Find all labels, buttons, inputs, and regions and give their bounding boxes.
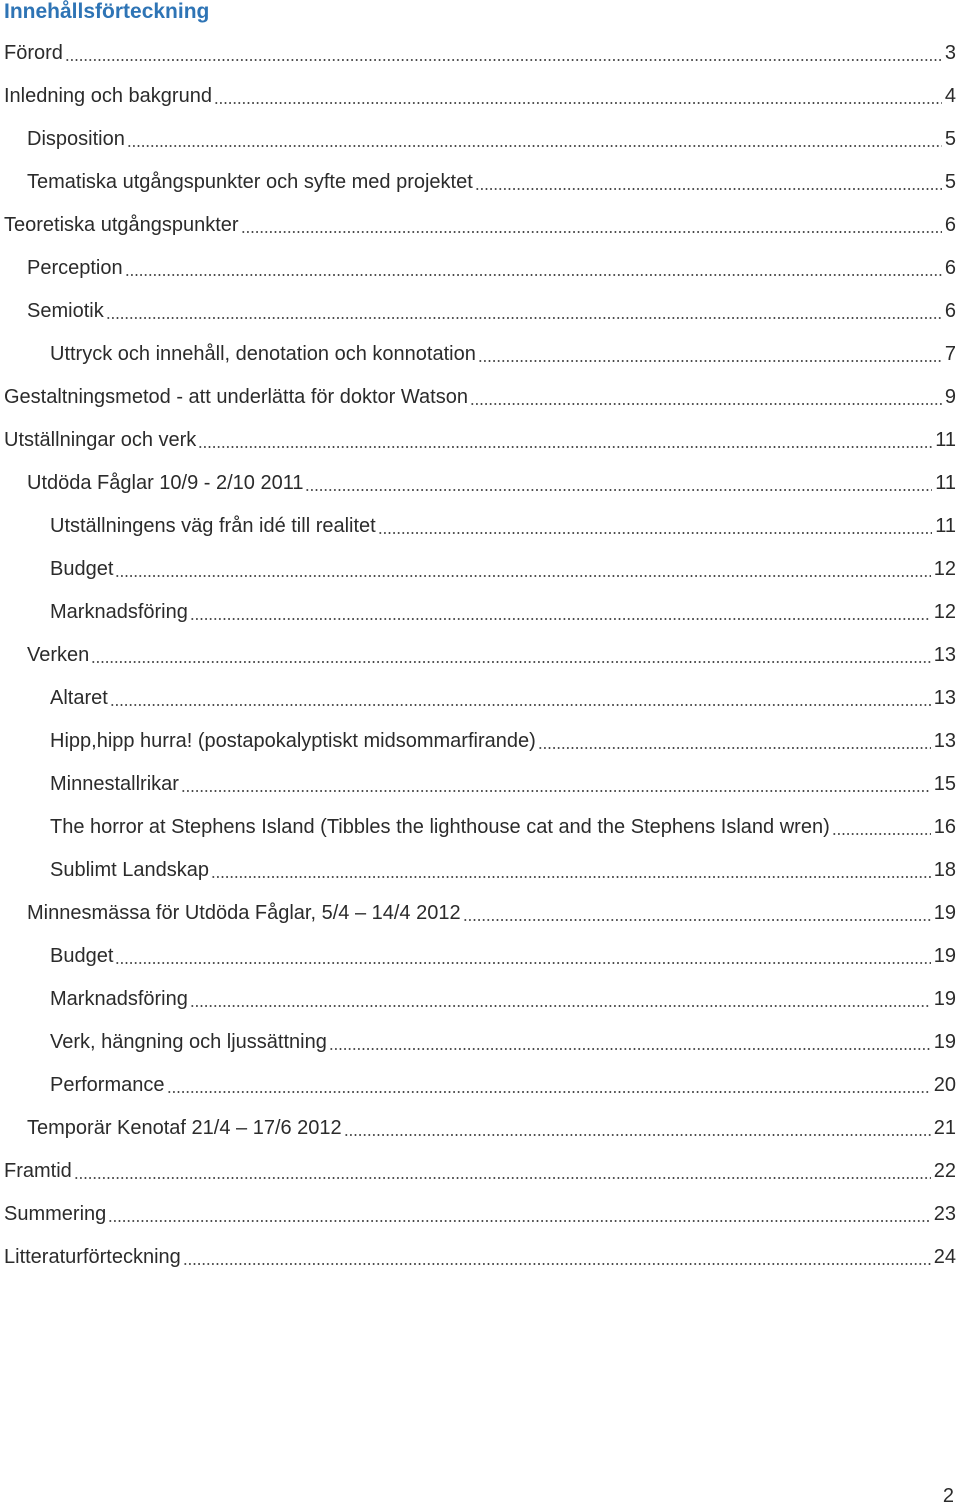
toc-entry-title: Marknadsföring bbox=[50, 988, 188, 1010]
toc-entry-title: Förord bbox=[4, 42, 63, 64]
toc-entry[interactable] bbox=[27, 892, 956, 935]
toc-entry-title: Minnestallrikar bbox=[50, 773, 179, 795]
toc-entry[interactable] bbox=[50, 677, 956, 720]
toc-entry[interactable] bbox=[4, 1236, 956, 1279]
toc-entry-page: 22 bbox=[933, 1160, 956, 1182]
toc-entry-page: 13 bbox=[933, 644, 956, 666]
toc-dot-leader bbox=[305, 489, 932, 491]
toc-entry-page: 19 bbox=[933, 902, 956, 924]
toc-entry-title: Sublimt Landskap bbox=[50, 859, 209, 881]
toc-entry[interactable] bbox=[50, 763, 956, 806]
toc-entry-page: 6 bbox=[944, 257, 956, 279]
toc-entry[interactable] bbox=[50, 333, 956, 376]
toc-entry-page: 23 bbox=[933, 1203, 956, 1225]
toc-entry-title: Minnesmässa för Utdöda Fåglar, 5/4 – 14/4 2012 bbox=[27, 902, 461, 924]
toc-entry-title: Verk, hängning och ljussättning bbox=[50, 1031, 327, 1053]
toc-entry[interactable] bbox=[27, 118, 956, 161]
toc-entry-title: Tematiska utgångspunkter och syfte med projektet bbox=[27, 171, 473, 193]
toc-entry-page: 19 bbox=[933, 945, 956, 967]
toc-dot-leader bbox=[115, 575, 930, 577]
toc-entry[interactable] bbox=[27, 1107, 956, 1150]
toc-entry[interactable] bbox=[50, 591, 956, 634]
toc-dot-leader bbox=[190, 1005, 931, 1007]
toc-entry[interactable] bbox=[4, 419, 956, 462]
toc-entry-page: 20 bbox=[933, 1074, 956, 1096]
toc-entry[interactable] bbox=[4, 32, 956, 75]
toc-entry[interactable] bbox=[50, 720, 956, 763]
toc-dot-leader bbox=[108, 1220, 930, 1222]
toc-entry-title: Utdöda Fåglar 10/9 - 2/10 2011 bbox=[27, 472, 304, 494]
toc-entry[interactable] bbox=[4, 376, 956, 419]
toc-entry[interactable] bbox=[50, 806, 956, 849]
toc-entry-title: Gestaltningsmetod - att underlätta för doktor Watson bbox=[4, 386, 468, 408]
toc-entry-page: 6 bbox=[944, 300, 956, 322]
toc-dot-leader bbox=[475, 188, 942, 190]
toc-entry[interactable] bbox=[27, 161, 956, 204]
toc-dot-leader bbox=[106, 317, 942, 319]
toc-dot-leader bbox=[478, 360, 942, 362]
toc-entry-page: 12 bbox=[933, 601, 956, 623]
toc-dot-leader bbox=[832, 833, 931, 835]
page-number: 2 bbox=[942, 1485, 954, 1507]
toc-entry-page: 11 bbox=[935, 472, 956, 494]
toc-entry-title: Teoretiska utgångspunkter bbox=[4, 214, 239, 236]
toc-entry-title: Budget bbox=[50, 945, 114, 967]
toc-entry-page: 11 bbox=[935, 515, 956, 537]
toc-entry-page: 5 bbox=[944, 171, 956, 193]
toc-dot-leader bbox=[241, 231, 942, 233]
toc-entry-title: Perception bbox=[27, 257, 123, 279]
toc-dot-leader bbox=[91, 661, 930, 663]
toc-dot-leader bbox=[211, 876, 931, 878]
toc-entry[interactable] bbox=[4, 204, 956, 247]
toc-entry[interactable] bbox=[50, 935, 956, 978]
toc-entry-title: Verken bbox=[27, 644, 90, 666]
toc-entry[interactable] bbox=[50, 978, 956, 1021]
toc-heading: Innehållsförteckning bbox=[4, 0, 210, 23]
toc-entry-page: 16 bbox=[933, 816, 956, 838]
toc-entry-page: 19 bbox=[933, 988, 956, 1010]
toc-entry-page: 6 bbox=[944, 214, 956, 236]
toc-entry-page: 3 bbox=[944, 42, 956, 64]
toc-entry[interactable] bbox=[50, 1021, 956, 1064]
toc-entry[interactable] bbox=[50, 505, 956, 548]
toc-entry[interactable] bbox=[50, 548, 956, 591]
toc-dot-leader bbox=[183, 1263, 931, 1265]
toc-entry[interactable] bbox=[27, 247, 956, 290]
toc-entry[interactable] bbox=[50, 849, 956, 892]
toc-entry-title: Utställningens väg från idé till realitet bbox=[50, 515, 376, 537]
toc-entry-title: Budget bbox=[50, 558, 114, 580]
toc-entry-title: Semiotik bbox=[27, 300, 104, 322]
toc-entry[interactable] bbox=[27, 290, 956, 333]
toc-dot-leader bbox=[65, 59, 942, 61]
toc-entry[interactable] bbox=[4, 1193, 956, 1236]
toc-dot-leader bbox=[214, 102, 942, 104]
toc-entry-title: Disposition bbox=[27, 128, 125, 150]
toc-entry-page: 15 bbox=[933, 773, 956, 795]
toc-entry-title: Litteraturförteckning bbox=[4, 1246, 181, 1268]
toc-dot-leader bbox=[378, 532, 933, 534]
toc-entry-page: 9 bbox=[944, 386, 956, 408]
toc-dot-leader bbox=[125, 274, 942, 276]
toc-entry-page: 13 bbox=[933, 687, 956, 709]
toc-entry-title: Performance bbox=[50, 1074, 165, 1096]
toc-entry[interactable] bbox=[27, 462, 956, 505]
toc-entry[interactable] bbox=[4, 75, 956, 118]
toc-entry-page: 5 bbox=[944, 128, 956, 150]
toc-entry-title: Inledning och bakgrund bbox=[4, 85, 212, 107]
toc-entry-page: 24 bbox=[933, 1246, 956, 1268]
toc-entry-page: 12 bbox=[933, 558, 956, 580]
toc-dot-leader bbox=[181, 790, 931, 792]
toc-dot-leader bbox=[538, 747, 931, 749]
toc-entry-page: 21 bbox=[933, 1117, 956, 1139]
toc-entry-page: 4 bbox=[944, 85, 956, 107]
toc-dot-leader bbox=[74, 1177, 931, 1179]
toc-dot-leader bbox=[344, 1134, 931, 1136]
toc-dot-leader bbox=[190, 618, 931, 620]
toc-dot-leader bbox=[127, 145, 942, 147]
toc-entry-page: 13 bbox=[933, 730, 956, 752]
toc-entry-page: 11 bbox=[935, 429, 956, 451]
toc-entry[interactable] bbox=[27, 634, 956, 677]
toc-entry-title: Framtid bbox=[4, 1160, 72, 1182]
toc-entry-title: The horror at Stephens Island (Tibbles the lighthouse cat and the Stephens Island wren) bbox=[50, 816, 830, 838]
toc-entry-title: Uttryck och innehåll, denotation och konnotation bbox=[50, 343, 476, 365]
toc-entry-title: Marknadsföring bbox=[50, 601, 188, 623]
toc-dot-leader bbox=[115, 962, 930, 964]
toc-entry-title: Hipp,hipp hurra! (postapokalyptiskt midsommarfirande) bbox=[50, 730, 536, 752]
toc-entry-page: 7 bbox=[944, 343, 956, 365]
toc-entry-page: 18 bbox=[933, 859, 956, 881]
toc-entry[interactable] bbox=[4, 1150, 956, 1193]
toc-dot-leader bbox=[470, 403, 942, 405]
toc-dot-leader bbox=[198, 446, 932, 448]
toc-dot-leader bbox=[329, 1048, 931, 1050]
toc-entry[interactable] bbox=[50, 1064, 956, 1107]
toc-dot-leader bbox=[167, 1091, 931, 1093]
toc-dot-leader bbox=[110, 704, 931, 706]
toc-entry-page: 19 bbox=[933, 1031, 956, 1053]
toc-entry-title: Temporär Kenotaf 21/4 – 17/6 2012 bbox=[27, 1117, 342, 1139]
toc-entry-title: Altaret bbox=[50, 687, 108, 709]
toc-dot-leader bbox=[463, 919, 931, 921]
toc-entry-title: Summering bbox=[4, 1203, 107, 1225]
toc-entry-title: Utställningar och verk bbox=[4, 429, 197, 451]
